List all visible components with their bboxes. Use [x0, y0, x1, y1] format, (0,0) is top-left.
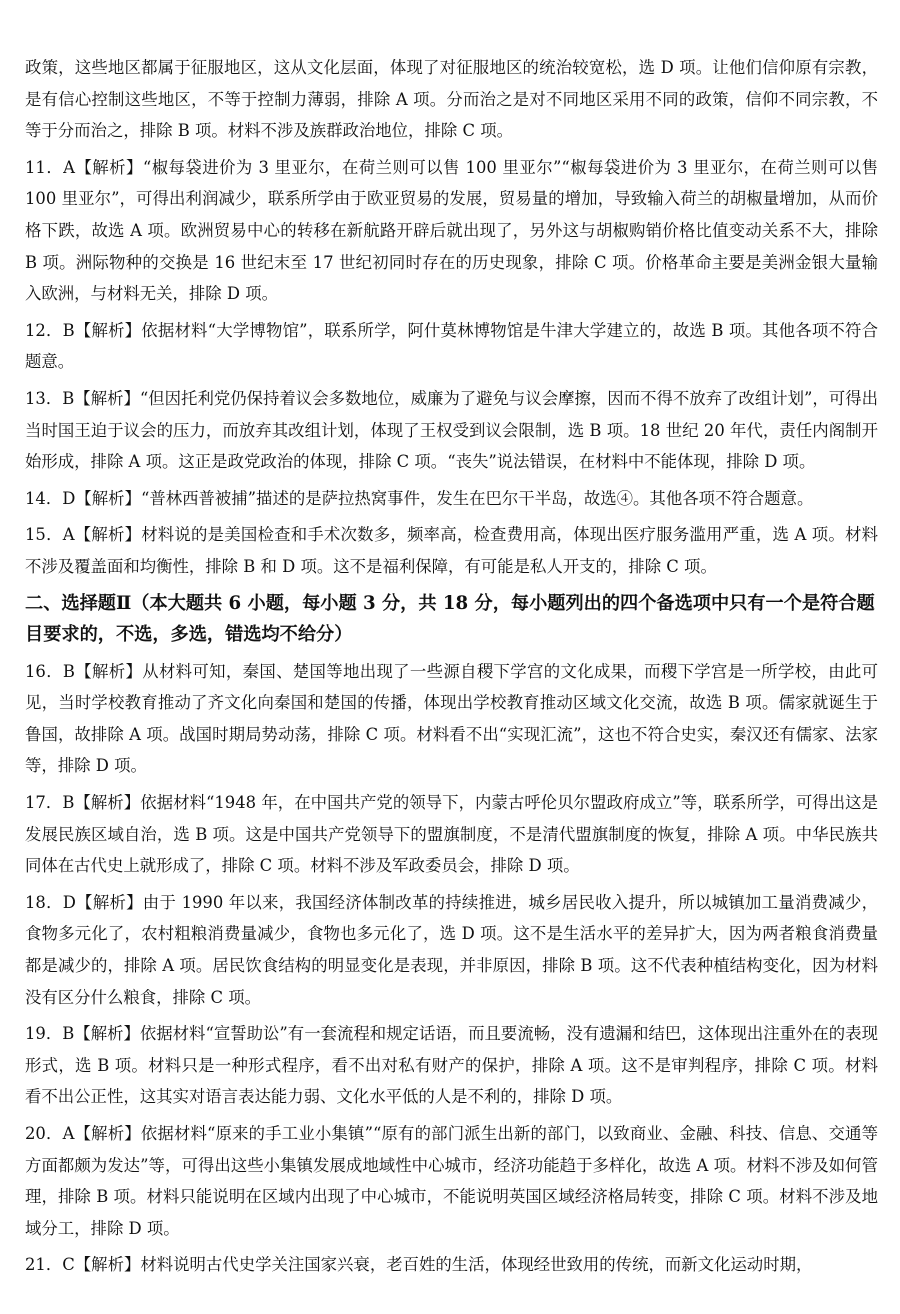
answer-paragraph-19: 19．B【解析】依据材料“宣誓助讼”有一套流程和规定话语，而且要流畅，没有遗漏和结巴，这体现出注重外在的表现形式，选 B 项。材料只是一种形式程序，看不出对私有财产的保护，排除 A 项。这不是审判程序，排除 C 项。材料看不出公正性，这其实对语言表达能力弱、文化水平低的人是不利的，排除 D 项。: [25, 1024, 878, 1107]
answer-paragraph-20: 20．A【解析】依据材料“原来的手工业小集镇”“原有的部门派生出新的部门，以致商业、金融、科技、信息、交通等方面都颇为发达”等，可得出这些小集镇发展成地域性中心城市，经济功能趋于多样化，故选 A 项。材料不涉及如何管理，排除 B 项。材料只能说明在区域内出现了中心城市，不能说明英国区域经济格局转变，排除 C 项。材料不涉及地域分工，排除 D 项。: [25, 1124, 878, 1238]
answer-paragraph-16: 16．B【解析】从材料可知，秦国、楚国等地出现了一些源自稷下学宫的文化成果，而稷下学宫是一所学校，由此可见，当时学校教育推动了齐文化向秦国和楚国的传播，体现出学校教育推动区域文化交流，故选 B 项。儒家就诞生于鲁国，故排除 A 项。战国时期局势动荡，排除 C 项。材料看不出“实现汇流”，这也不符合史实，秦汉还有儒家、法家等，排除 D 项。: [25, 661, 878, 776]
answer-paragraph-18: 18．D【解析】由于 1990 年以来，我国经济体制改革的持续推进，城乡居民收入提升，所以城镇加工量消费减少，食物多元化了，农村粗粮消费量减少，食物也多元化了，选 D 项。这不是生活水平的差异扩大，因为两者粮食消费量都是减少的，排除 A 项。居民饮食结构的明显变化是表现，并非原因，排除 B 项。这不代表种植结构变化，因为材料没有区分什么粮食，排除 C 项。: [25, 892, 878, 1007]
answer-paragraph-13: 13．B【解析】“但因托利党仍保持着议会多数地位，威廉为了避免与议会摩擦，因而不得不放弃了改组计划”，可得出当时国王迫于议会的压力，而放弃其改组计划，体现了王权受到议会限制，选 B 项。18 世纪 20 年代，责任内阁制开始形成，排除 A 项。这正是政党政治的体现，排除 C 项。“丧失”说法错误，在材料中不能体现，排除 D 项。: [25, 388, 878, 472]
answer-paragraph-17: 17．B【解析】依据材料“1948 年，在中国共产党的领导下，内蒙古呼伦贝尔盟政府成立”等，联系所学，可得出这是发展民族区域自治，选 B 项。这是中国共产党领导下的盟旗制度，不是清代盟旗制度的恢复，排除 A 项。中华民族共同体在古代史上就形成了，排除 C 项。材料不涉及军政委员会，排除 D 项。: [25, 793, 878, 876]
answer-paragraph-14: 14．D【解析】“普林西普被捕”描述的是萨拉热窝事件，发生在巴尔干半岛，故选④。其他各项不符合题意。: [25, 488, 814, 508]
answer-paragraph-15: 15．A【解析】材料说的是美国检查和手术次数多，频率高，检查费用高，体现出医疗服务滥用严重，选 A 项。材料不涉及覆盖面和均衡性，排除 B 和 D 项。这不是福利保障，有可能是私人开支的，排除 C 项。: [25, 525, 878, 576]
answer-paragraph-12: 12．B【解析】依据材料“大学博物馆”，联系所学，阿什莫林博物馆是牛津大学建立的，故选 B 项。其他各项不符合题意。: [25, 320, 878, 372]
answer-paragraph-21: 21．C【解析】材料说明古代史学关注国家兴衰，老百姓的生活，体现经世致用的传统，而新文化运动时期，: [25, 1255, 813, 1275]
answer-paragraph-11: 11．A【解析】“椒每袋进价为 3 里亚尔，在荷兰则可以售 100 里亚尔”“椒每袋进价为 3 里亚尔，在荷兰则可以售 100 里亚尔”，可得出利润减少，联系所学由于欧亚贸易的发展，贸易量的增加，导致输入荷兰的胡椒量增加，从而价格下跌，故选 A 项。欧洲贸易中心的转移在新航路开辟后就出现了，另外这与胡椒购销价格比值变动关系不大，排除 B 项。洲际物种的交换是 16 世纪末至 17 世纪初同时存在的历史现象，排除 C 项。价格革命主要是美洲金银大量输入欧洲，与材料无关，排除 D 项。: [25, 157, 878, 304]
section-heading: 二、选择题Ⅱ（本大题共 6 小题，每小题 3 分，共 18 分，每小题列出的四个备选项中只有一个是符合题目要求的，不选，多选，错选均不给分）: [25, 592, 875, 646]
answer-paragraph-10-continued: 政策，这些地区都属于征服地区，这从文化层面，体现了对征服地区的统治较宽松，选 D 项。让他们信仰原有宗教，是有信心控制这些地区，不等于控制力薄弱，排除 A 项。分而治之是对不同地区采用不同的政策，信仰不同宗教，不等于分而治之，排除 B 项。材料不涉及族群政治地位，排除 C 项。: [25, 58, 878, 141]
